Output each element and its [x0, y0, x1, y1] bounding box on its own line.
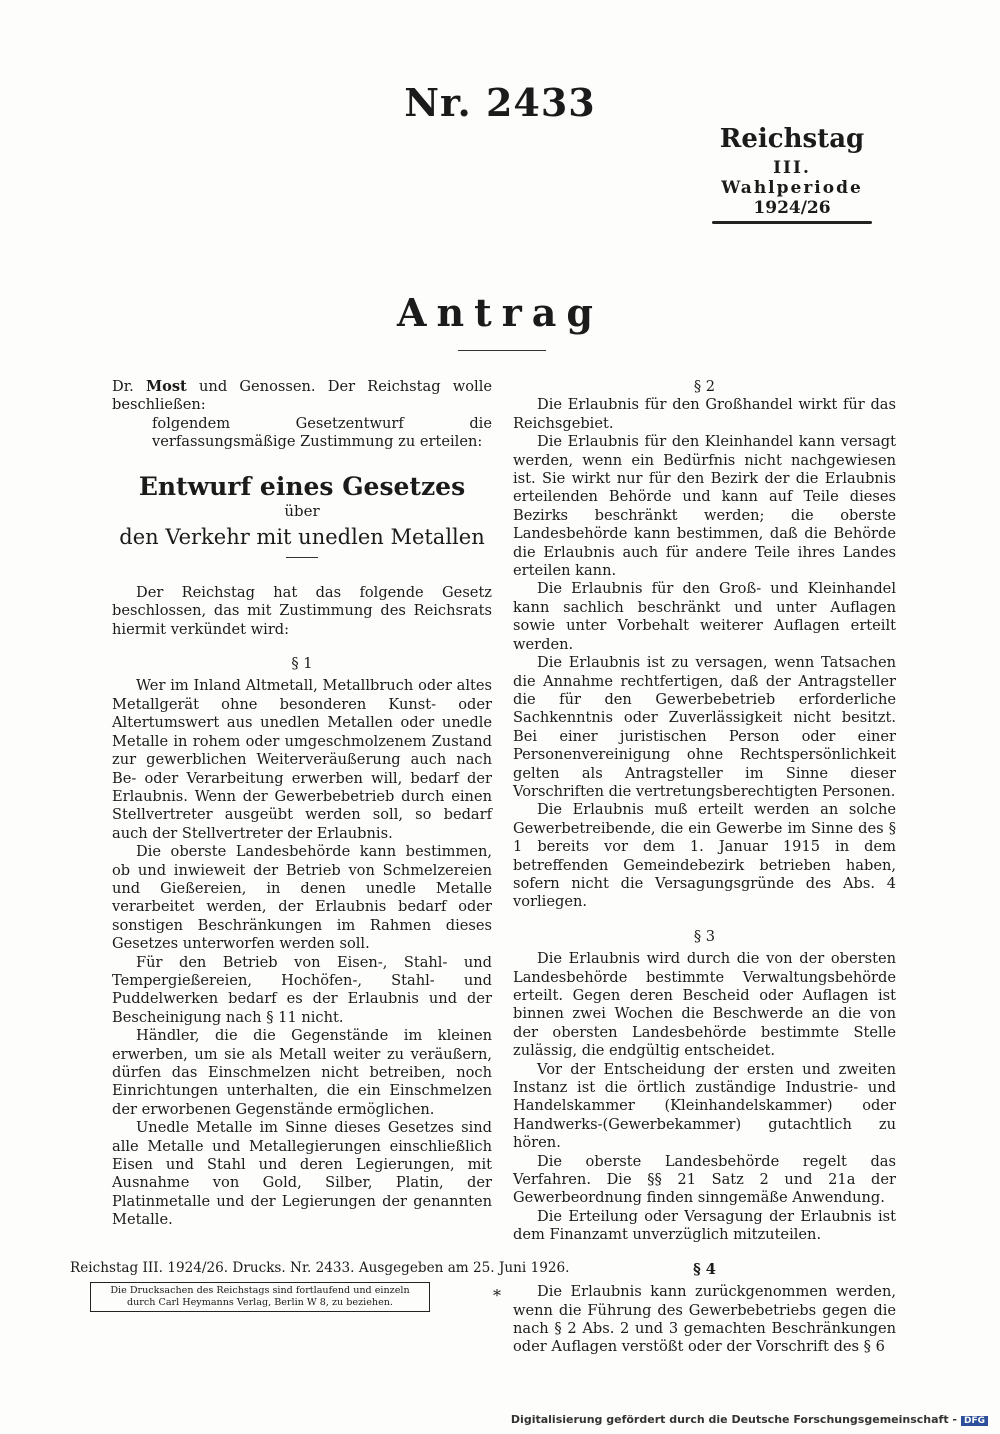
right-column	[513, 378, 896, 1357]
section-1-paragraph: Für den Betrieb von Eisen-, Stahl- und Tempergießereien, Hochöfen-, Stahl- und Puddelwerken bedarf es der Erlaubnis und der Bescheinigung nach § 11 nicht.	[112, 953, 492, 1026]
print-info-line: Reichstag III. 1924/26. Drucks. Nr. 2433. Ausgegeben am 25. Juni 1926.	[70, 1260, 570, 1276]
section-2-paragraph: Die Erlaubnis ist zu versagen, wenn Tatsachen die Annahme rechtfertigen, daß der Antragsteller die für den Gewerbebetrieb erforderliche Sachkenntnis oder Zuverlässigkeit nicht besitzt. Bei einer juristischen Person oder einer Personenvereinigung ohne Rechtspersönlichkeit gelten als Antragsteller im Sinne dieser Vorschriften die vertretungsberechtigten Personen.	[513, 654, 896, 800]
publisher-notice-line-1: Die Drucksachen des Reichstags sind fortlaufend und einzeln	[110, 1285, 410, 1296]
section-2-heading: § 2	[693, 378, 716, 395]
dfg-logo: DFG	[961, 1416, 988, 1426]
legislative-period: III. Wahlperiode	[721, 158, 863, 198]
title-divider	[458, 350, 546, 351]
section-2-paragraph: Die Erlaubnis für den Großhandel wirkt für das Reichsgebiet.	[513, 396, 896, 432]
header-rule	[712, 221, 872, 224]
draft-subject: den Verkehr mit unedlen Metallen	[119, 525, 485, 550]
section-1-paragraph: Wer im Inland Altmetall, Metallbruch oder altes Metallgerät ohne besonderen Kunst- oder Altertumswert aus unedlen Metallen oder unedle Metalle in rohem oder umgeschmolzenem Zustand zur gewerblichen Weiterveräußerung auch nach Be- oder Verarbeitung erwerben will, bedarf der Erlaubnis. Wenn der Gewerbebetrieb durch einen Stellvertreter ausgeübt werden soll, so bedarf auch der Stellvertreter der Erlaubnis.	[112, 677, 492, 842]
draft-ueber: über	[284, 502, 320, 521]
reichstag-title: Reichstag	[719, 124, 865, 154]
section-1-paragraph: Die oberste Landesbehörde kann bestimmen, ob und inwieweit der Betrieb von Schmelzereien und Gießereien, in denen unedle Metalle verarbeitet werden, der Erlaubnis bedarf oder sonstigen Beschränkungen im Rahmen dieses Gesetzes unterworfen werden soll.	[112, 843, 492, 953]
section-1-paragraph: Unedle Metalle im Sinne dieses Gesetzes sind alle Metalle und Metallegierungen einschließlich Eisen und Stahl und deren Legierungen, mit Ausnahme von Gold, Silber, Platin, der Platinmetalle und der Legierungen der genannten Metalle.	[112, 1119, 492, 1229]
publisher-notice-box	[90, 1282, 430, 1312]
section-3-paragraph: Die Erteilung oder Versagung der Erlaubnis ist dem Finanzamt unverzüglich mitzuteilen.	[513, 1207, 896, 1244]
proposer-text: und Genossen. Der Reichstag wolle beschließen:	[112, 378, 493, 414]
section-divider	[286, 557, 318, 558]
section-1-heading: § 1	[291, 655, 313, 673]
section-2-paragraph: Die Erlaubnis muß erteilt werden an solche Gewerbetreibende, die ein Gewerbe im Sinne des § 1 bereits vor dem 1. Januar 1915 in dem betreffenden Gemeindebezirk betrieben haben, sofern nicht die Versagungsgründe des Abs. 4 vorliegen.	[513, 801, 896, 911]
section-3-paragraph: Vor der Entscheidung der ersten und zweiten Instanz ist die örtlich zuständige Industrie- und Handelskammer (Kleinhandelskammer) oder Handwerks-(Gewerbekammer) gutachtlich zu hören.	[513, 1060, 896, 1152]
section-4-heading: § 4	[693, 1260, 716, 1278]
reichstag-header	[712, 124, 872, 224]
section-4-paragraph: Die Erlaubnis kann zurückgenommen werden, wenn die Führung des Gewerbebetriebs gegen die nach § 2 Abs. 2 und 3 gemachten Beschränkungen oder Auflagen verstößt oder der Vorschrift des § 6	[513, 1283, 896, 1356]
section-1-paragraph: Händler, die die Gegenstände im kleinen erwerben, um sie als Metall weiter zu veräußern, dürfen das Einschmelzen nicht betreiben, noch Einrichtungen unterhalten, die ein Einschmelzen der erworbenen Gegenstände ermöglichen.	[112, 1027, 492, 1118]
proposer-paragraph	[112, 378, 492, 415]
asterisk-mark: *	[493, 1286, 501, 1305]
section-2-paragraph: Die Erlaubnis für den Groß- und Kleinhandel kann sachlich beschränkt und unter Auflagen sowie unter Vorbehalt weiterer Auflagen erteilt werden.	[513, 580, 896, 653]
section-3-heading: § 3	[693, 927, 716, 945]
proposer-name: Most	[145, 378, 187, 395]
left-column	[112, 378, 492, 1230]
proposer-title: Dr.	[112, 378, 134, 395]
document-number: Nr. 2433	[404, 80, 596, 125]
section-3-paragraph: Die oberste Landesbehörde regelt das Verfahren. Die §§ 21 Satz 2 und 21a der Gewerbeordnung finden sinngemäße Anwendung.	[513, 1152, 896, 1207]
publisher-notice-line-2: durch Carl Heymanns Verlag, Berlin W 8, zu beziehen.	[126, 1297, 393, 1308]
dfg-credit	[511, 1413, 988, 1426]
section-2-paragraph: Die Erlaubnis für den Kleinhandel kann versagt werden, wenn ein Bedürfnis nicht nachgewiesen ist. Sie wirkt nur für den Bezirk der die Erlaubnis erteilenden Behörde und kann auf Teile dieses Bezirks beschränkt werden; die oberste Landesbehörde kann bestimmen, daß die Behörde die Erlaubnis auch für andere Teile ihres Landes erteilen kann.	[513, 433, 896, 580]
preamble: Der Reichstag hat das folgende Gesetz beschlossen, das mit Zustimmung des Reichsrats hiermit verkündet wird:	[112, 583, 492, 638]
proposal-text: folgendem Gesetzentwurf die verfassungsmäßige Zustimmung zu erteilen:	[152, 414, 492, 451]
dfg-credit-text: Digitalisierung gefördert durch die Deutsche Forschungsgemeinschaft -	[510, 1413, 957, 1426]
period-years: 1924/26	[753, 198, 831, 218]
section-3-paragraph: Die Erlaubnis wird durch die von der obersten Landesbehörde bestimmte Verwaltungsbehörde erteilt. Gegen deren Bescheid oder Auflagen ist binnen zwei Wochen die Beschwerde an die von der obersten Landesbehörde bestimmte Stelle zulässig, die endgültig entscheidet.	[513, 950, 896, 1060]
draft-title: Entwurf eines Gesetzes	[138, 471, 466, 501]
document-type-title: Antrag	[397, 290, 603, 335]
